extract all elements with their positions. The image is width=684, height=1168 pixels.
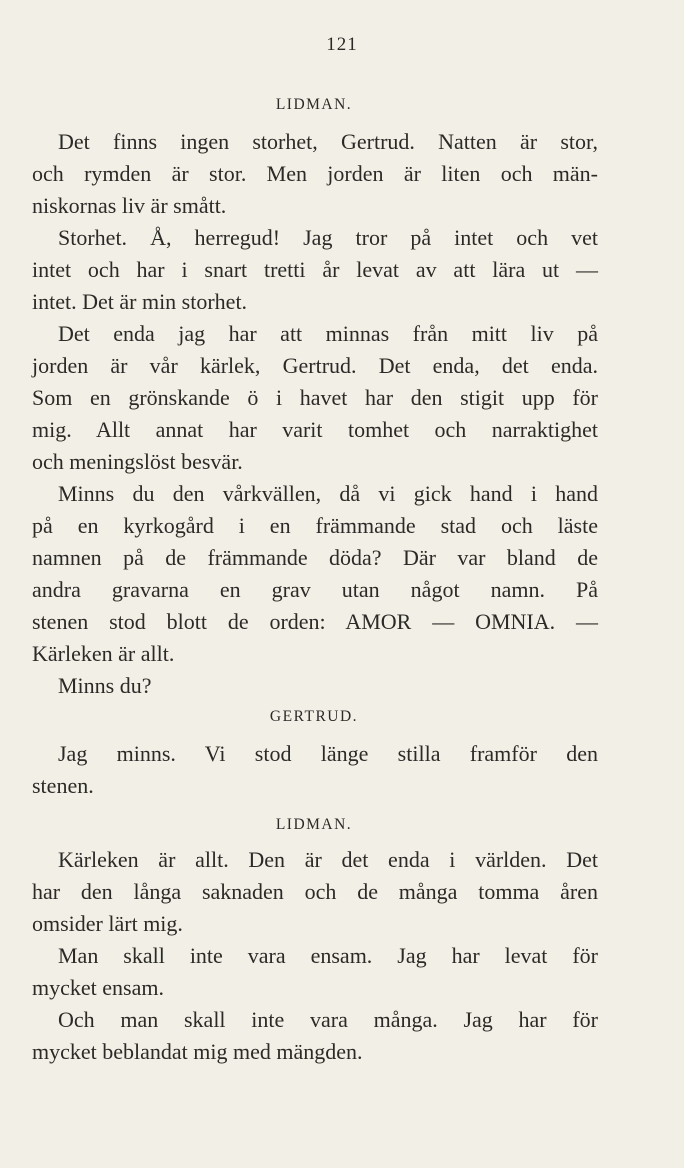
text-line: Och man skall inte vara många. Jag har för	[58, 1007, 598, 1032]
text-line: har den långa saknaden och de många tomma åren	[32, 879, 598, 904]
text-line: niskornas liv är smått.	[32, 193, 227, 218]
text-line: Jag minns. Vi stod länge stilla framför den	[58, 741, 598, 766]
paragraph	[32, 738, 598, 802]
text-line: Kärleken är allt. Den är det enda i världen. Det	[58, 847, 598, 872]
text-line: intet och har i snart tretti år levat av att lära ut —	[32, 257, 598, 282]
text-line: Man skall inte vara ensam. Jag har levat för	[58, 943, 598, 968]
text-line: Kärleken är allt.	[32, 641, 175, 666]
text-line: mycket ensam.	[32, 975, 164, 1000]
paragraph	[32, 222, 598, 318]
speaker-name: LIDMAN.	[275, 816, 353, 833]
text-line: på en kyrkogård i en främmande stad och läste	[32, 513, 598, 538]
text-line: andra gravarna en grav utan något namn. På	[32, 577, 598, 602]
page-number: 121	[326, 34, 358, 55]
speaker-name: GERTRUD.	[269, 708, 359, 725]
text-line: intet. Det är min storhet.	[32, 289, 248, 314]
paragraph	[32, 126, 598, 222]
text-line: stenen stod blott de orden: AMOR — OMNIA. —	[32, 609, 598, 634]
text-line: Det finns ingen storhet, Gertrud. Natten är stor,	[58, 129, 598, 154]
text-line: och meningslöst besvär.	[32, 449, 243, 474]
text-line: omsider lärt mig.	[32, 911, 183, 936]
text-line: stenen.	[32, 773, 94, 798]
paragraph	[32, 318, 598, 478]
text-line: namnen på de främmande döda? Där var bland de	[32, 545, 598, 570]
speaker-name: LIDMAN.	[275, 96, 353, 113]
text-line: Minns du?	[58, 673, 152, 698]
text-line: Minns du den vårkvällen, då vi gick hand i hand	[58, 481, 598, 506]
text-line: Storhet. Å, herregud! Jag tror på intet och vet	[58, 225, 598, 250]
text-line: Det enda jag har att minnas från mitt liv på	[58, 321, 598, 346]
paragraph	[32, 940, 598, 1004]
paragraph	[32, 670, 598, 702]
paragraph	[32, 1004, 598, 1068]
text-line: Som en grönskande ö i havet har den stigit upp för	[32, 385, 598, 410]
text-line: och rymden är stor. Men jorden är liten och män-	[32, 161, 598, 186]
text-line: jorden är vår kärlek, Gertrud. Det enda, det enda.	[32, 353, 598, 378]
text-line: mig. Allt annat har varit tomhet och narraktighet	[32, 417, 598, 442]
paragraph	[32, 844, 598, 940]
paragraph	[32, 478, 598, 670]
text-line: mycket beblandat mig med mängden.	[32, 1039, 363, 1064]
